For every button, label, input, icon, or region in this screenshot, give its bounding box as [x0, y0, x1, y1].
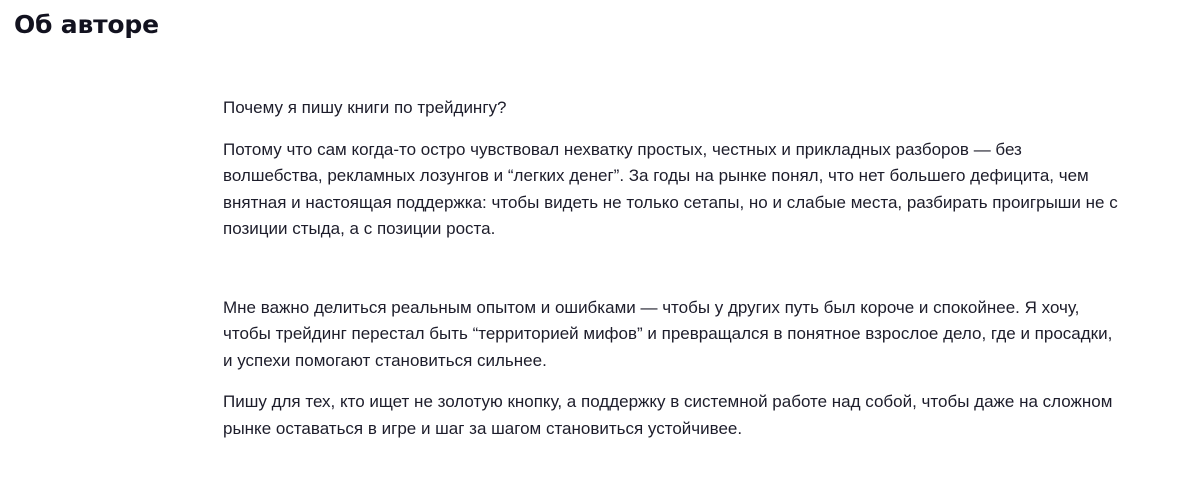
- section-title: Об авторе: [14, 10, 159, 39]
- bio-paragraph: Потому что сам когда-то остро чувствовал нехватку простых, честных и прикладных разборов — без волшебства, рекламных лозунгов и “легких денег”. За годы на рынке понял, что нет большего дефицита, чем внятная и настоящая поддержка: чтобы видеть не только сетапы, но и слабые места, разбирать проигрыши не с позиции стыда, а с позиции роста.: [223, 139, 1118, 238]
- bio-paragraph: Пишу для тех, кто ищет не золотую кнопку, а поддержку в системной работе над собой, чтобы даже на сложном рынке оставаться в игре и шаг за шагом становиться устойчивее.: [223, 392, 1113, 438]
- author-bio: [223, 95, 1123, 442]
- bio-paragraph: Мне важно делиться реальным опытом и ошибками — чтобы у других путь был короче и спокойнее. Я хочу, чтобы трейдинг перестал быть “территорией мифов” и превращался в понятное взрослое дело, где и просадки, и успехи помогают становиться сильнее.: [223, 297, 1113, 370]
- bio-paragraph: Почему я пишу книги по трейдингу?: [223, 98, 507, 117]
